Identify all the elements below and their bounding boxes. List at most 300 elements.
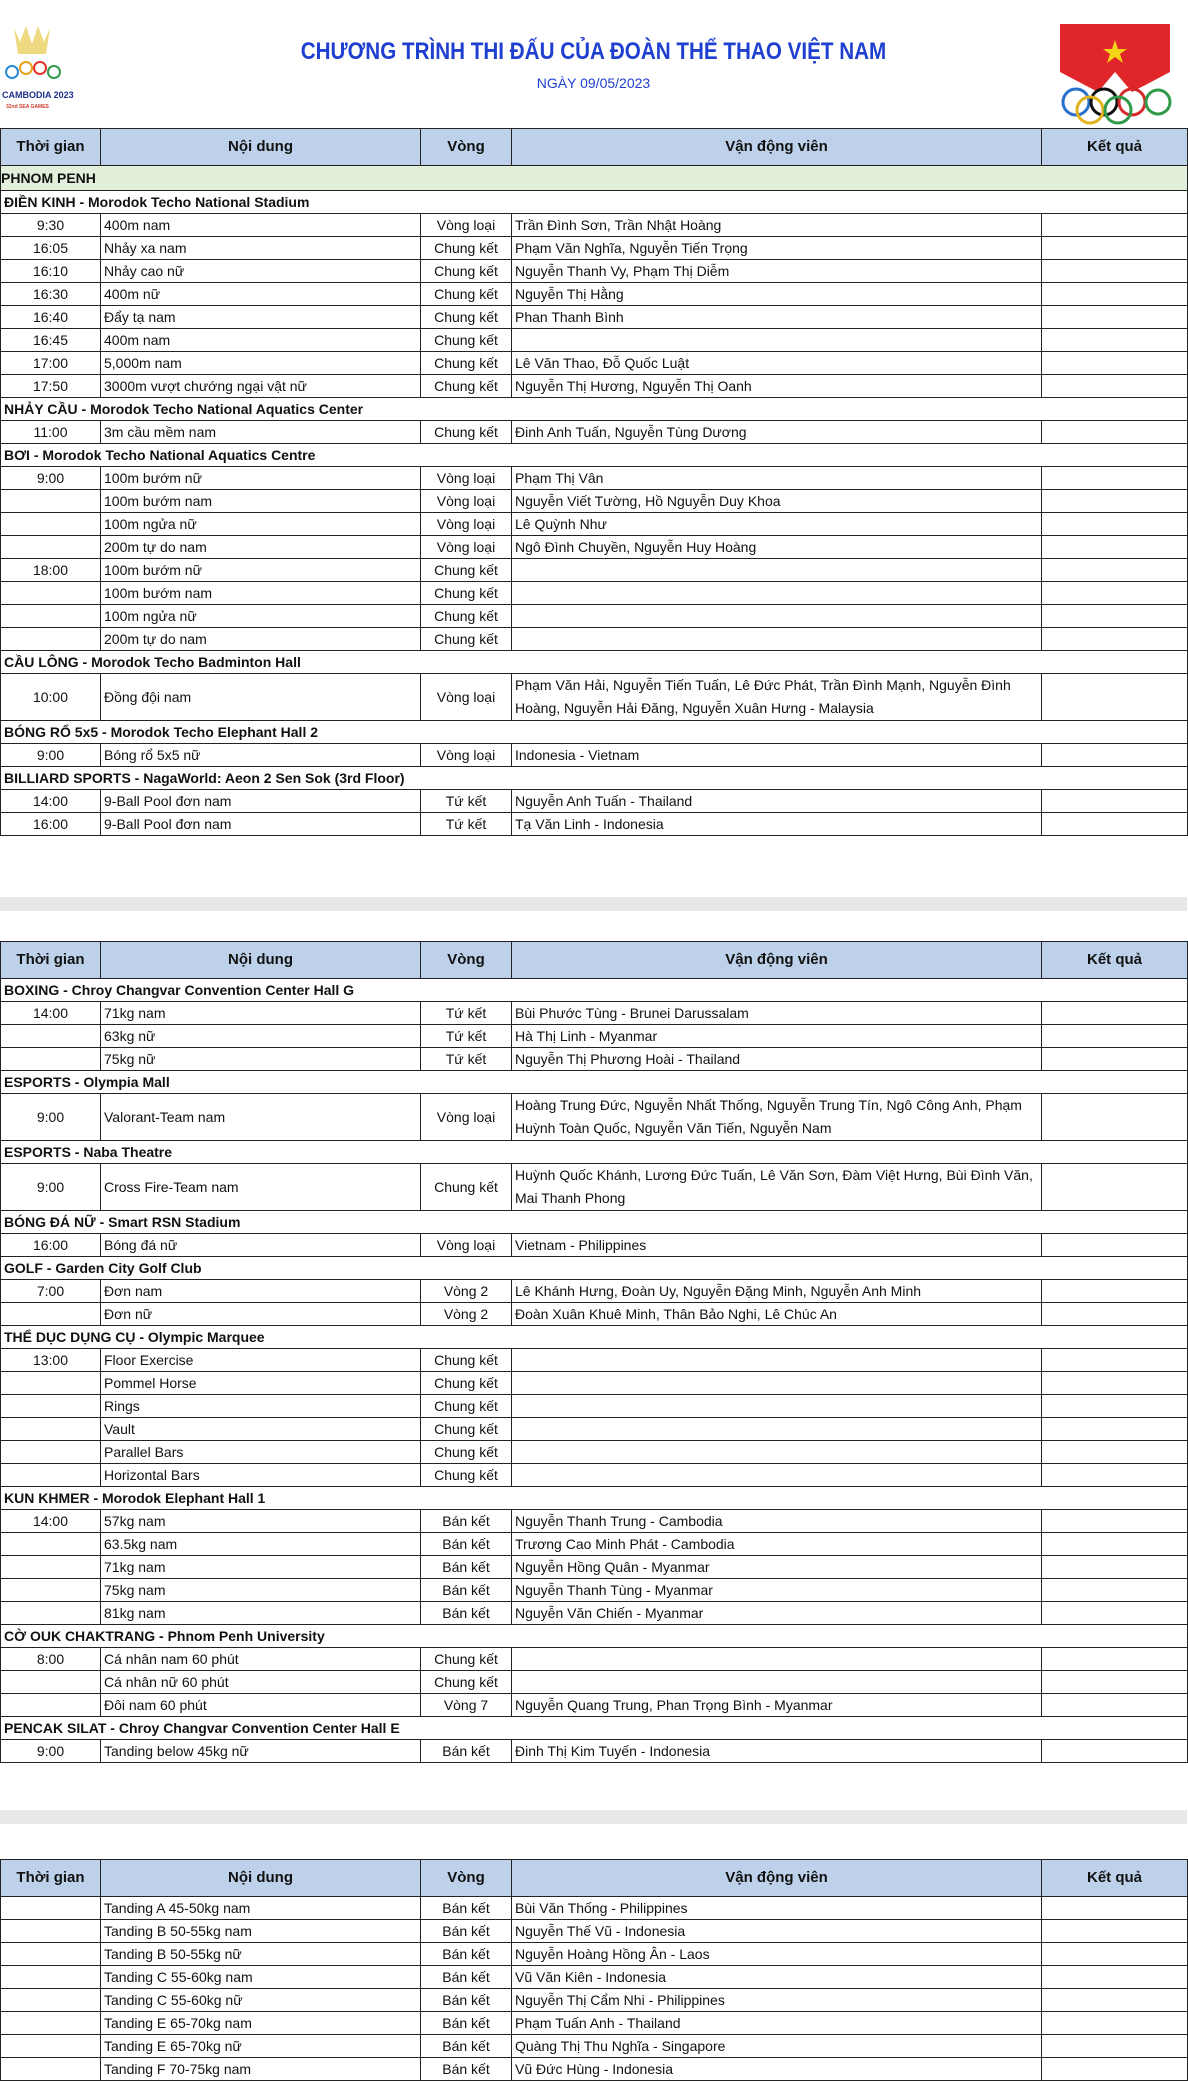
athletes-cell: Vũ Đức Hùng - Indonesia (512, 2058, 1042, 2081)
result-cell (1042, 1395, 1188, 1418)
result-cell (1042, 1464, 1188, 1487)
event-cell: 100m bướm nam (101, 582, 421, 605)
table-row (1, 628, 1188, 651)
table-row (1, 1441, 1188, 1464)
event-cell: 71kg nam (101, 1556, 421, 1579)
col-header-event: Nội dung (101, 129, 421, 166)
athletes-cell: Phạm Văn Nghĩa, Nguyễn Tiến Trọng (512, 237, 1042, 260)
round-cell: Chung kết (421, 1349, 512, 1372)
athletes-cell: Ngô Đình Chuyền, Nguyễn Huy Hoàng (512, 536, 1042, 559)
col-header-round: Vòng (421, 942, 512, 979)
table-row (1, 2058, 1188, 2081)
event-cell: Đẩy tạ nam (101, 306, 421, 329)
table-row (1, 1303, 1188, 1326)
table-row (1, 306, 1188, 329)
result-cell (1042, 1579, 1188, 1602)
event-cell: Nhảy xa nam (101, 237, 421, 260)
athletes-cell: Vũ Văn Kiên - Indonesia (512, 1966, 1042, 1989)
time-cell (1, 1920, 101, 1943)
page-separator (0, 1810, 1187, 1824)
venue-row (1, 721, 1188, 744)
athletes-cell: Hà Thị Linh - Myanmar (512, 1025, 1042, 1048)
round-cell: Vòng loại (421, 744, 512, 767)
athletes-cell: Nguyễn Hồng Quân - Myanmar (512, 1556, 1042, 1579)
result-cell (1042, 1897, 1188, 1920)
table-row (1, 467, 1188, 490)
col-header-athletes: Vận động viên (512, 942, 1042, 979)
time-cell (1, 605, 101, 628)
venue-row (1, 979, 1188, 1002)
athletes-cell: Phạm Văn Hải, Nguyễn Tiến Tuấn, Lê Đức Phát, Trần Đình Mạnh, Nguyễn Đình Hoàng, Nguyễn Hải Đăng, Nguyễn Xuân Hưng - Malaysia (512, 674, 1042, 721)
table-row (1, 790, 1188, 813)
result-cell (1042, 1094, 1188, 1141)
event-cell: 200m tự do nam (101, 628, 421, 651)
result-cell (1042, 352, 1188, 375)
table-row (1, 1989, 1188, 2012)
col-header-time: Thời gian (1, 942, 101, 979)
col-header-round: Vòng (421, 1860, 512, 1897)
time-cell (1, 2058, 101, 2081)
table-row (1, 1920, 1188, 1943)
time-cell: 16:45 (1, 329, 101, 352)
table-row (1, 1094, 1188, 1141)
table-row (1, 214, 1188, 237)
result-cell (1042, 1164, 1188, 1211)
table-row (1, 329, 1188, 352)
time-cell (1, 1694, 101, 1717)
event-cell: 71kg nam (101, 1002, 421, 1025)
venue-name: NHẢY CẦU - Morodok Techo National Aquatics Center (1, 398, 1188, 421)
athletes-cell: Lê Văn Thao, Đỗ Quốc Luật (512, 352, 1042, 375)
round-cell: Bán kết (421, 2035, 512, 2058)
athletes-cell: Nguyễn Thanh Tùng - Myanmar (512, 1579, 1042, 1602)
venue-row (1, 767, 1188, 790)
result-cell (1042, 1533, 1188, 1556)
result-cell (1042, 1002, 1188, 1025)
time-cell (1, 1556, 101, 1579)
event-cell: Rings (101, 1395, 421, 1418)
table-row (1, 813, 1188, 836)
round-cell: Bán kết (421, 1602, 512, 1625)
result-cell (1042, 1694, 1188, 1717)
round-cell: Tứ kết (421, 790, 512, 813)
time-cell: 16:00 (1, 1234, 101, 1257)
table-row (1, 375, 1188, 398)
venue-name: ESPORTS - Naba Theatre (1, 1141, 1188, 1164)
col-header-event: Nội dung (101, 1860, 421, 1897)
result-cell (1042, 1671, 1188, 1694)
table-row (1, 582, 1188, 605)
venue-name: KUN KHMER - Morodok Elephant Hall 1 (1, 1487, 1188, 1510)
time-cell (1, 582, 101, 605)
result-cell (1042, 1510, 1188, 1533)
athletes-cell (512, 1418, 1042, 1441)
schedule-block-2 (0, 941, 1187, 1763)
table-row (1, 559, 1188, 582)
event-cell: Bóng rổ 5x5 nữ (101, 744, 421, 767)
col-header-athletes: Vận động viên (512, 129, 1042, 166)
schedule-table-3 (0, 1859, 1188, 2081)
city-name: PHNOM PENH (1, 166, 1188, 191)
round-cell: Chung kết (421, 352, 512, 375)
event-cell: Nhảy cao nữ (101, 260, 421, 283)
venue-row (1, 444, 1188, 467)
event-cell: 400m nam (101, 329, 421, 352)
round-cell: Vòng 2 (421, 1303, 512, 1326)
event-cell: 200m tự do nam (101, 536, 421, 559)
venue-row (1, 1326, 1188, 1349)
event-cell: Cá nhân nữ 60 phút (101, 1671, 421, 1694)
athletes-cell (512, 1464, 1042, 1487)
time-cell: 10:00 (1, 674, 101, 721)
time-cell (1, 1579, 101, 1602)
time-cell: 16:05 (1, 237, 101, 260)
venue-name: BÓNG ĐÁ NỮ - Smart RSN Stadium (1, 1211, 1188, 1234)
col-header-athletes: Vận động viên (512, 1860, 1042, 1897)
round-cell: Chung kết (421, 1464, 512, 1487)
event-cell: Tanding B 50-55kg nam (101, 1920, 421, 1943)
round-cell: Chung kết (421, 1441, 512, 1464)
table-row (1, 605, 1188, 628)
event-cell: 9-Ball Pool đơn nam (101, 813, 421, 836)
athletes-cell: Phan Thanh Bình (512, 306, 1042, 329)
time-cell (1, 1303, 101, 1326)
result-cell (1042, 260, 1188, 283)
athletes-cell: Nguyễn Thanh Trung - Cambodia (512, 1510, 1042, 1533)
document-date: NGÀY 09/05/2023 (536, 75, 651, 91)
round-cell: Bán kết (421, 1740, 512, 1763)
event-cell: 100m bướm nữ (101, 467, 421, 490)
time-cell: 9:00 (1, 744, 101, 767)
event-cell: Cá nhân nam 60 phút (101, 1648, 421, 1671)
time-cell: 14:00 (1, 1002, 101, 1025)
table-row (1, 283, 1188, 306)
event-cell: Đơn nam (101, 1280, 421, 1303)
result-cell (1042, 674, 1188, 721)
time-cell: 16:30 (1, 283, 101, 306)
time-cell (1, 1418, 101, 1441)
round-cell: Chung kết (421, 260, 512, 283)
event-cell: 3000m vượt chướng ngại vật nữ (101, 375, 421, 398)
time-cell (1, 1372, 101, 1395)
table-row (1, 1372, 1188, 1395)
round-cell: Bán kết (421, 1897, 512, 1920)
time-cell (1, 1897, 101, 1920)
venue-name: GOLF - Garden City Golf Club (1, 1257, 1188, 1280)
venue-name: ESPORTS - Olympia Mall (1, 1071, 1188, 1094)
round-cell: Chung kết (421, 1164, 512, 1211)
time-cell (1, 1441, 101, 1464)
table-row (1, 352, 1188, 375)
round-cell: Vòng 2 (421, 1280, 512, 1303)
table-row (1, 1897, 1188, 1920)
venue-name: BOXING - Chroy Changvar Convention Center Hall G (1, 979, 1188, 1002)
athletes-cell: Hoàng Trung Đức, Nguyễn Nhất Thống, Nguyễn Trung Tín, Ngô Công Anh, Phạm Huỳnh Toàn Quốc, Nguyễn Văn Tiến, Nguyễn Nam (512, 1094, 1042, 1141)
result-cell (1042, 813, 1188, 836)
round-cell: Vòng 7 (421, 1694, 512, 1717)
event-cell: Tanding F 70-75kg nam (101, 2058, 421, 2081)
venue-name: BILLIARD SPORTS - NagaWorld: Aeon 2 Sen Sok (3rd Floor) (1, 767, 1188, 790)
table-row (1, 1648, 1188, 1671)
page-separator (0, 897, 1187, 911)
result-cell (1042, 1648, 1188, 1671)
venue-row (1, 191, 1188, 214)
time-cell (1, 490, 101, 513)
result-cell (1042, 1989, 1188, 2012)
athletes-cell (512, 329, 1042, 352)
round-cell: Chung kết (421, 582, 512, 605)
venue-row (1, 1071, 1188, 1094)
time-cell: 16:10 (1, 260, 101, 283)
athletes-cell (512, 1372, 1042, 1395)
athletes-cell: Nguyễn Thị Phương Hoài - Thailand (512, 1048, 1042, 1071)
table-row (1, 1418, 1188, 1441)
venue-row (1, 651, 1188, 674)
table-row (1, 674, 1188, 721)
result-cell (1042, 1920, 1188, 1943)
table-row (1, 1602, 1188, 1625)
event-cell: Tanding B 50-55kg nữ (101, 1943, 421, 1966)
athletes-cell: Nguyễn Thị Hương, Nguyễn Thị Oanh (512, 375, 1042, 398)
event-cell: Đồng đội nam (101, 674, 421, 721)
venue-name: BƠI - Morodok Techo National Aquatics Centre (1, 444, 1188, 467)
athletes-cell (512, 582, 1042, 605)
time-cell: 17:00 (1, 352, 101, 375)
athletes-cell: Nguyễn Thanh Vy, Phạm Thị Diễm (512, 260, 1042, 283)
round-cell: Chung kết (421, 375, 512, 398)
col-header-time: Thời gian (1, 1860, 101, 1897)
event-cell: Bóng đá nữ (101, 1234, 421, 1257)
schedule-block-1 (0, 128, 1187, 836)
athletes-cell: Indonesia - Vietnam (512, 744, 1042, 767)
document-title: CHƯƠNG TRÌNH THI ĐẤU CỦA ĐOÀN THỂ THAO VIỆT NAM (300, 38, 887, 65)
time-cell: 11:00 (1, 421, 101, 444)
athletes-cell (512, 559, 1042, 582)
table-header-row (1, 1860, 1188, 1897)
event-cell: 400m nữ (101, 283, 421, 306)
round-cell: Chung kết (421, 1671, 512, 1694)
round-cell: Tứ kết (421, 813, 512, 836)
table-row (1, 513, 1188, 536)
venue-name: CẦU LÔNG - Morodok Techo Badminton Hall (1, 651, 1188, 674)
athletes-cell: Nguyễn Quang Trung, Phan Trọng Bình - Myanmar (512, 1694, 1042, 1717)
time-cell (1, 513, 101, 536)
athletes-cell (512, 1671, 1042, 1694)
event-cell: Parallel Bars (101, 1441, 421, 1464)
event-cell: 9-Ball Pool đơn nam (101, 790, 421, 813)
round-cell: Chung kết (421, 559, 512, 582)
athletes-cell: Bùi Văn Thống - Philippines (512, 1897, 1042, 1920)
event-cell: 75kg nam (101, 1579, 421, 1602)
time-cell: 9:00 (1, 1164, 101, 1211)
table-row (1, 1164, 1188, 1211)
time-cell: 8:00 (1, 1648, 101, 1671)
time-cell (1, 1025, 101, 1048)
result-cell (1042, 2058, 1188, 2081)
time-cell: 7:00 (1, 1280, 101, 1303)
table-row (1, 1533, 1188, 1556)
table-row (1, 1234, 1188, 1257)
logo-left-subtext: 32nd SEA GAMES (6, 104, 49, 110)
time-cell: 9:30 (1, 214, 101, 237)
round-cell: Tứ kết (421, 1002, 512, 1025)
round-cell: Bán kết (421, 1579, 512, 1602)
round-cell: Vòng loại (421, 674, 512, 721)
time-cell (1, 1464, 101, 1487)
table-row (1, 2012, 1188, 2035)
time-cell (1, 1048, 101, 1071)
time-cell (1, 628, 101, 651)
athletes-cell: Nguyễn Thị Hằng (512, 283, 1042, 306)
time-cell: 18:00 (1, 559, 101, 582)
event-cell: 100m bướm nữ (101, 559, 421, 582)
round-cell: Bán kết (421, 2058, 512, 2081)
sea-games-logo-icon (0, 20, 74, 120)
col-header-time: Thời gian (1, 129, 101, 166)
result-cell (1042, 628, 1188, 651)
result-cell (1042, 214, 1188, 237)
event-cell: 63kg nữ (101, 1025, 421, 1048)
athletes-cell: Huỳnh Quốc Khánh, Lương Đức Tuấn, Lê Văn Sơn, Đàm Việt Hưng, Bùi Đình Văn, Mai Thanh Phong (512, 1164, 1042, 1211)
venue-name: PENCAK SILAT - Chroy Changvar Convention Center Hall E (1, 1717, 1188, 1740)
table-row (1, 1556, 1188, 1579)
athletes-cell: Nguyễn Văn Chiến - Myanmar (512, 1602, 1042, 1625)
athletes-cell: Lê Khánh Hưng, Đoàn Uy, Nguyễn Đặng Minh, Nguyễn Anh Minh (512, 1280, 1042, 1303)
venue-row (1, 1625, 1188, 1648)
result-cell (1042, 421, 1188, 444)
col-header-result: Kết quả (1042, 129, 1188, 166)
round-cell: Vòng loại (421, 536, 512, 559)
athletes-cell: Lê Quỳnh Như (512, 513, 1042, 536)
result-cell (1042, 1303, 1188, 1326)
result-cell (1042, 790, 1188, 813)
athletes-cell: Đinh Thị Kim Tuyến - Indonesia (512, 1740, 1042, 1763)
result-cell (1042, 1025, 1188, 1048)
logo-left-text: CAMBODIA 2023 (2, 90, 74, 100)
round-cell: Chung kết (421, 329, 512, 352)
result-cell (1042, 582, 1188, 605)
venue-name: ĐIỀN KINH - Morodok Techo National Stadium (1, 191, 1188, 214)
time-cell (1, 1966, 101, 1989)
result-cell (1042, 1349, 1188, 1372)
result-cell (1042, 1441, 1188, 1464)
result-cell (1042, 1943, 1188, 1966)
time-cell: 16:40 (1, 306, 101, 329)
event-cell: 100m ngửa nữ (101, 513, 421, 536)
table-header-row (1, 942, 1188, 979)
venue-row (1, 1487, 1188, 1510)
table-row (1, 1048, 1188, 1071)
event-cell: Tanding E 65-70kg nam (101, 2012, 421, 2035)
athletes-cell: Phạm Tuấn Anh - Thailand (512, 2012, 1042, 2035)
event-cell: Tanding C 55-60kg nam (101, 1966, 421, 1989)
table-row (1, 744, 1188, 767)
event-cell: 57kg nam (101, 1510, 421, 1533)
athletes-cell (512, 1395, 1042, 1418)
round-cell: Vòng loại (421, 1094, 512, 1141)
round-cell: Bán kết (421, 1966, 512, 1989)
round-cell: Chung kết (421, 1395, 512, 1418)
athletes-cell: Tạ Văn Linh - Indonesia (512, 813, 1042, 836)
athletes-cell: Đoàn Xuân Khuê Minh, Thân Bảo Nghi, Lê Chúc An (512, 1303, 1042, 1326)
table-row (1, 1579, 1188, 1602)
time-cell: 9:00 (1, 467, 101, 490)
time-cell (1, 536, 101, 559)
result-cell (1042, 237, 1188, 260)
result-cell (1042, 329, 1188, 352)
col-header-round: Vòng (421, 129, 512, 166)
round-cell: Bán kết (421, 1510, 512, 1533)
athletes-cell: Trần Đình Sơn, Trần Nhật Hoàng (512, 214, 1042, 237)
time-cell: 14:00 (1, 790, 101, 813)
event-cell: 63.5kg nam (101, 1533, 421, 1556)
result-cell (1042, 1418, 1188, 1441)
round-cell: Tứ kết (421, 1025, 512, 1048)
event-cell: Floor Exercise (101, 1349, 421, 1372)
round-cell: Chung kết (421, 1418, 512, 1441)
event-cell: Cross Fire-Team nam (101, 1164, 421, 1211)
round-cell: Chung kết (421, 306, 512, 329)
time-cell: 13:00 (1, 1349, 101, 1372)
round-cell: Bán kết (421, 1989, 512, 2012)
result-cell (1042, 1234, 1188, 1257)
venue-row (1, 398, 1188, 421)
table-row (1, 1025, 1188, 1048)
table-row (1, 1464, 1188, 1487)
table-row (1, 1280, 1188, 1303)
athletes-cell (512, 1648, 1042, 1671)
result-cell (1042, 1048, 1188, 1071)
event-cell: 75kg nữ (101, 1048, 421, 1071)
table-row (1, 1002, 1188, 1025)
athletes-cell: Nguyễn Thế Vũ - Indonesia (512, 1920, 1042, 1943)
result-cell (1042, 283, 1188, 306)
round-cell: Chung kết (421, 283, 512, 306)
venue-row (1, 1141, 1188, 1164)
schedule-block-3 (0, 1859, 1187, 2081)
round-cell: Bán kết (421, 1920, 512, 1943)
time-cell (1, 1671, 101, 1694)
event-cell: Valorant-Team nam (101, 1094, 421, 1141)
round-cell: Chung kết (421, 628, 512, 651)
result-cell (1042, 1372, 1188, 1395)
time-cell (1, 2012, 101, 2035)
result-cell (1042, 375, 1188, 398)
table-row (1, 1671, 1188, 1694)
time-cell (1, 1943, 101, 1966)
athletes-cell: Bùi Phước Tùng - Brunei Darussalam (512, 1002, 1042, 1025)
athletes-cell: Trương Cao Minh Phát - Cambodia (512, 1533, 1042, 1556)
venue-row (1, 1717, 1188, 1740)
round-cell: Bán kết (421, 1533, 512, 1556)
round-cell: Vòng loại (421, 513, 512, 536)
col-header-event: Nội dung (101, 942, 421, 979)
result-cell (1042, 490, 1188, 513)
event-cell: Tanding E 65-70kg nữ (101, 2035, 421, 2058)
table-row (1, 2035, 1188, 2058)
round-cell: Chung kết (421, 1372, 512, 1395)
result-cell (1042, 605, 1188, 628)
time-cell (1, 1395, 101, 1418)
athletes-cell: Vietnam - Philippines (512, 1234, 1042, 1257)
result-cell (1042, 1966, 1188, 1989)
round-cell: Chung kết (421, 237, 512, 260)
vietnam-olympic-logo-icon (1058, 22, 1172, 120)
athletes-cell (512, 1441, 1042, 1464)
table-row (1, 237, 1188, 260)
table-row (1, 1943, 1188, 1966)
table-row (1, 1694, 1188, 1717)
